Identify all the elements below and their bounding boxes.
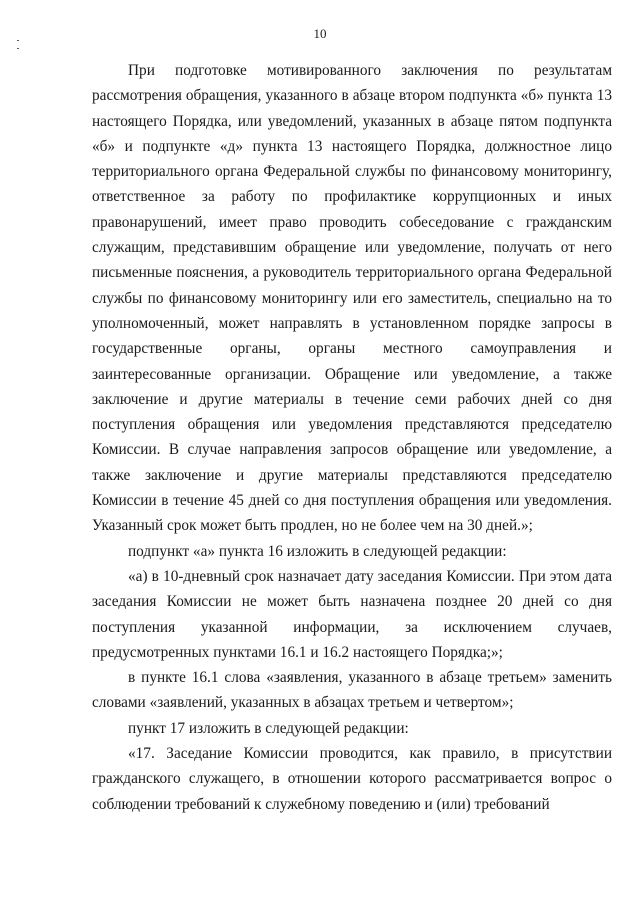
paragraph-16a-text: «а) в 10-дневный срок назначает дату заседания Комиссии. При этом дата заседания Комиссии не может быть назначена позднее 20 дней со дня поступления указанной информации, за исключением случаев, предусмотренных пунктами 16.1 и 16.2 настоящего Порядка;»; bbox=[92, 567, 612, 661]
paragraph-amend-17-intro: пункт 17 изложить в следующей редакции: bbox=[128, 719, 409, 737]
page-number: 10 bbox=[313, 26, 327, 41]
document-body bbox=[92, 58, 612, 817]
paragraph-16-1-amendment: в пункте 16.1 слова «заявления, указанного в абзаце третьем» заменить словами «заявлений, указанных в абзацах третьем и четвертом»; bbox=[92, 669, 612, 712]
paragraph-amend-16a-intro: подпункт «а» пункта 16 изложить в следующей редакции: bbox=[128, 542, 507, 560]
margin-mark bbox=[17, 48, 19, 49]
paragraph-motivated-conclusion: При подготовке мотивированного заключения по результатам рассмотрения обращения, указанного в абзаце втором подпункта «б» пункта 13 настоящего Порядка, или уведомлений, указанных в абзаце пятом подпункта «б» и подпункте «д» пункта 13 настоящего Порядка, должностное лицо территориального органа Федеральной службы по финансовому мониторингу, ответственное за работу по профилактике коррупционных и иных правонарушений, имеет право проводить собеседование с гражданским служащим, представившим обращение или уведомление, получать от него письменные пояснения, а руководитель территориального органа Федеральной службы по финансовому мониторингу или его заместитель, специально на то уполномоченный, может направлять в установленном порядке запросы в государственные органы, органы местного самоуправления и заинтересованные организации. Обращение или уведомление, а также заключение и другие материалы в течение семи рабочих дней со дня поступления обращения или уведомления представляются председателю Комиссии. В случае направления запросов обращение или уведомление, а также заключение и другие материалы представляются председателю Комиссии в течение 45 дней со дня поступления обращения или уведомления. Указанный срок может быть продлен, но не более чем на 30 дней.»; bbox=[92, 62, 612, 535]
paragraph-17-text: «17. Заседание Комиссии проводится, как правило, в присутствии гражданского служащего, в отношении которого рассматривается вопрос о соблюдении требований к служебному поведению и (или) требований bbox=[92, 745, 612, 813]
